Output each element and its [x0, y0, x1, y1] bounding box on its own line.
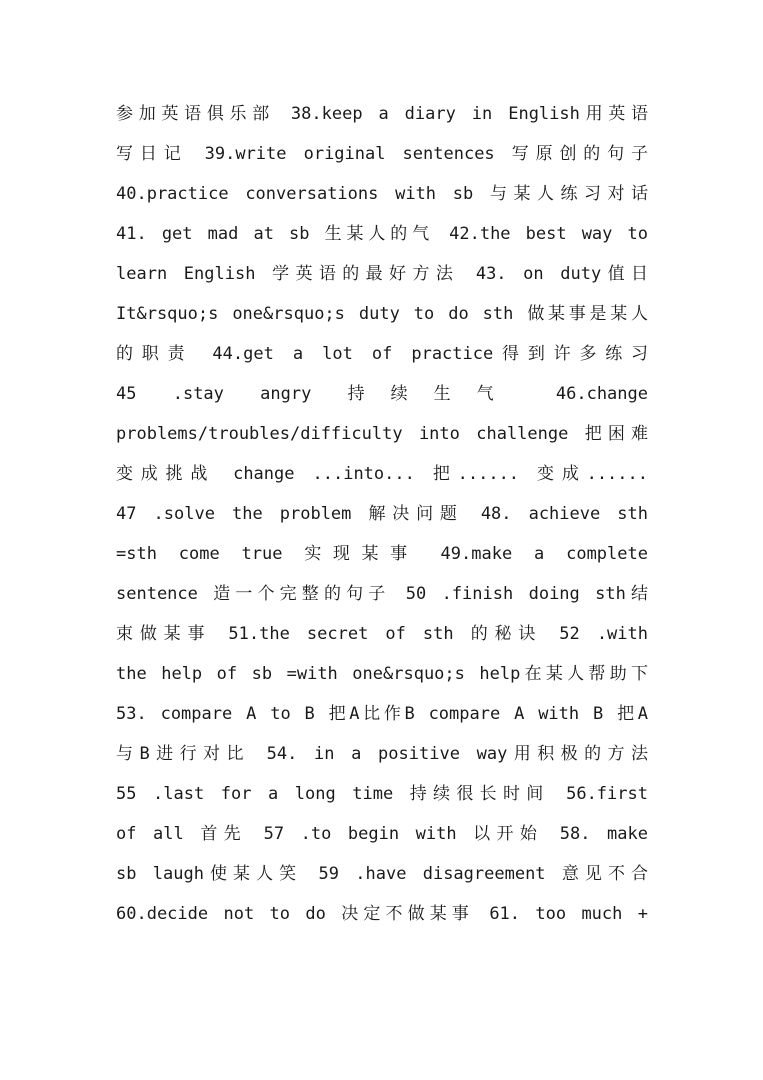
text-line: of all 首先 57 .to begin with 以开始 58. make — [116, 824, 648, 844]
text-line: 的职责 44.get a lot of practice得到许多练习 — [116, 344, 648, 364]
text-line: 60.decide not to do 决定不做某事 61. too much + — [116, 904, 648, 924]
text-line: 参加英语俱乐部 38.keep a diary in English用英语 — [116, 104, 648, 124]
text-line: sb laugh使某人笑 59 .have disagreement 意见不合 — [116, 864, 648, 884]
text-line: 55 .last for a long time 持续很长时间 56.first — [116, 784, 648, 804]
text-line: problems/troubles/difficulty into challenge 把困难 — [116, 424, 648, 444]
text-line: the help of sb =with one&rsquo;s help在某人帮助下 — [116, 664, 648, 684]
text-line: 写日记 39.write original sentences 写原创的句子 — [116, 144, 648, 164]
text-line: 束做某事 51.the secret of sth 的秘诀 52 .with — [116, 624, 648, 644]
text-line: 41. get mad at sb 生某人的气 42.the best way to — [116, 224, 648, 244]
text-line: sentence 造一个完整的句子 50 .finish doing sth结 — [116, 584, 648, 604]
text-line: 45 .stay angry 持续生气 46.change — [116, 384, 648, 404]
text-line: It&rsquo;s one&rsquo;s duty to do sth 做某事是某人 — [116, 304, 648, 324]
text-line: 40.practice conversations with sb 与某人练习对话 — [116, 184, 648, 204]
text-body — [116, 96, 648, 936]
text-line: 47 .solve the problem 解决问题 48. achieve sth — [116, 504, 648, 524]
text-line: learn English 学英语的最好方法 43. on duty值日 — [116, 264, 648, 284]
text-line: 变成挑战 change ...into... 把...... 变成...... — [116, 464, 648, 484]
text-line: 53. compare A to B 把A比作B compare A with B 把A — [116, 704, 648, 724]
text-line: 与B进行对比 54. in a positive way用积极的方法 — [116, 744, 648, 764]
text-line: =sth come true 实现某事 49.make a complete — [116, 544, 648, 564]
